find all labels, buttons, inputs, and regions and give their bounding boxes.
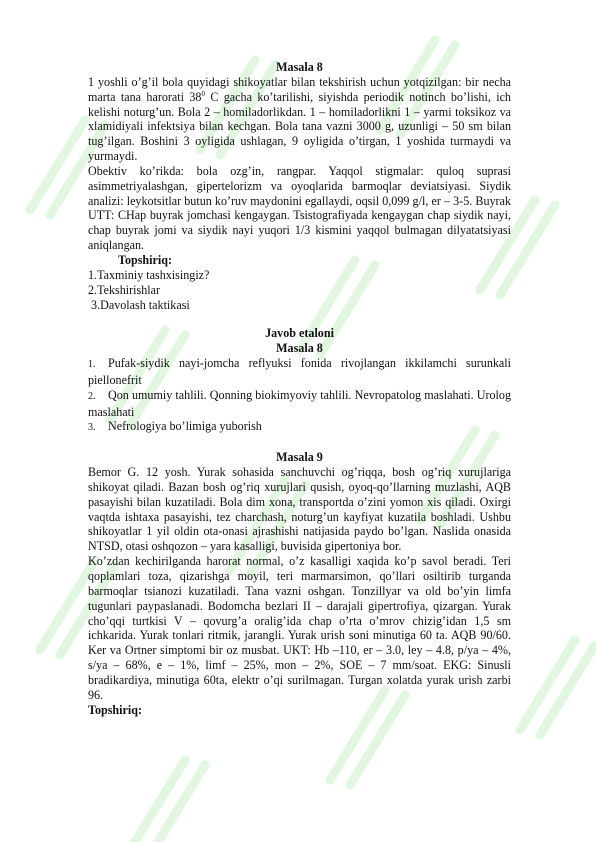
degree-superscript: 0 xyxy=(201,89,205,98)
answer-item-2-text: Qon umumiy tahlili. Qonning biokimyoviy tahlili. Nevropatolog maslahati. Urolog maslahati xyxy=(88,387,511,419)
answer-item-3-number: 3. xyxy=(88,422,96,434)
answer-item-3 xyxy=(88,419,511,436)
answer-title: Masala 8 xyxy=(276,341,323,356)
case8-title: Masala 8 xyxy=(276,60,323,74)
case9-task-heading: Topshiriq: xyxy=(88,702,143,717)
case8-task-1: 1.Taxminiy tashxisingiz? xyxy=(88,267,210,282)
watermark-stroke xyxy=(520,640,595,735)
case9-paragraph2: Ko’zdan kechirilganda harorat normal, o’z kasalligi xaqida ko’p savol beradi. Teri qoplamlari toza, qizarishga moyil, teri marmarsimon, qo’llari osiltirib turganda barmoqlar tsianozi kuzatiladi. Tana vazni oshgan. Tonzillyar va old bo’yin limfa tugunlari paypaslanadi. Bodomcha bezlari II – darajali gipertrofiya, qizargan. Yurak cho’qqi turtkisi V – qovurg’a oralig’ida chap o’rta o’mrov chizig’idan 1,5 sm ichkarida. Yurak tonlari ritmik, jarangli. Yurak urish soni minutiga 60 ta. AQB 90/60. Ker va Ortner simptomi bir oz musbat. UKT: Hb –110, er – 3.0, ley – 4.8, p/ya – 4%, s/ya – 68%, e – 1%, limf – 25%, mon – 2%, SOE – 7 mm/soat. EKG: Sinusli bradikardiya, minutiga 60ta, elektr o’qi surilmagan. Turgan xolatda yurak urish zarbi 96. xyxy=(88,554,511,702)
case9-title: Masala 9 xyxy=(276,450,323,465)
answer-item-1-number: 1. xyxy=(88,359,96,371)
answer-item-1-text: Pufak-siydik nayi-jomcha reflyuksi fonida rivojlangan ikkilamchi surunkali piellonefrit xyxy=(88,356,511,387)
watermark-stroke xyxy=(130,760,205,842)
spacer xyxy=(88,312,511,326)
case9-paragraph1: Bemor G. 12 yosh. Yurak sohasida sanchuvchi og’riqqa, bosh og’riq xurujlariga shikoyat qiladi. Bazan bosh og’riq xurujlari qusish, oyoq-qo’llarning muzlashi, AQB pasayishi bilan kuzatiladi. Bola dim xona, transportda o’zini yomon xis qiladi. Oxirgi vaqtda ishtaxa pasayishi, tez charchash, noturg’un kayfiyat kuzatila boshladi. Ushbu shikoyatlar 1 yil oldin ota-onasi ajrashishi natijasida paydo bo’lgan. Naslida onasida NTSD, otasi oshqozon – yara kasalligi, buvisida gipertoniya bor. xyxy=(88,465,511,554)
answer-item-3-text: Nefrologiya bo’limiga yuborish xyxy=(108,419,262,434)
case8-paragraph2: Obektiv ko’rikda: bola ozg’in, rangpar. Yaqqol stigmalar: quloq suprasi asimmetriyalashgan, gipertelorizm va oyoqlarida barmoqlar deviatsiyasi. Siydik analizi: leykotsitlar butun ko’ruv maydonini egallaydi, oqsil 0,099 g/l, er – 3-5. Buyrak UTT: CHap buyrak jomchasi kengaygan. Tsistografiyada kengaygan chap siydik nayi, chap buyrak jomi va siydik nayi yuqori 1/3 kismini yaqqol bulmagan dilyatatsiyasi aniqlangan. xyxy=(88,163,511,253)
case8-paragraph1 xyxy=(88,75,511,164)
spacer xyxy=(88,436,511,450)
case8-task-2: 2.Tekshirishlar xyxy=(88,282,161,297)
case8-task-3: 3.Davolash taktikasi xyxy=(88,297,190,312)
document-page xyxy=(88,60,511,717)
case8-task-heading: Topshiriq: xyxy=(118,252,173,267)
case8-p1-text-a: 1 yoshli o’g’il bola quyidagi shikoyatlar bilan tekshirish uchun yotqizilgan: bir necha marta tana harorati 38 xyxy=(88,74,511,104)
answer-item-2-number: 2. xyxy=(88,390,96,402)
answer-item-2 xyxy=(88,388,511,420)
answer-heading: Javob etaloni xyxy=(265,326,334,341)
answer-item-1 xyxy=(88,356,511,388)
case8-p1-text-b: C gacha ko’tarilishi, siyishda periodik notinch bo’lishi, ich kelishi noturg’un. Bola 2 – homiladorlikdan. 1 – homiladorlikni 1 – yarmi toksikoz va xlamidiyali infektsiya bilan kechgan. Bola tana vazni 3000 g, uzunligi – 50 sm bilan tug’ilgan. Boshini 3 oyligida ushlagan, 9 oyligida o’tirgan, 1 yoshida turmaydi va yurmaydi. xyxy=(88,89,511,164)
